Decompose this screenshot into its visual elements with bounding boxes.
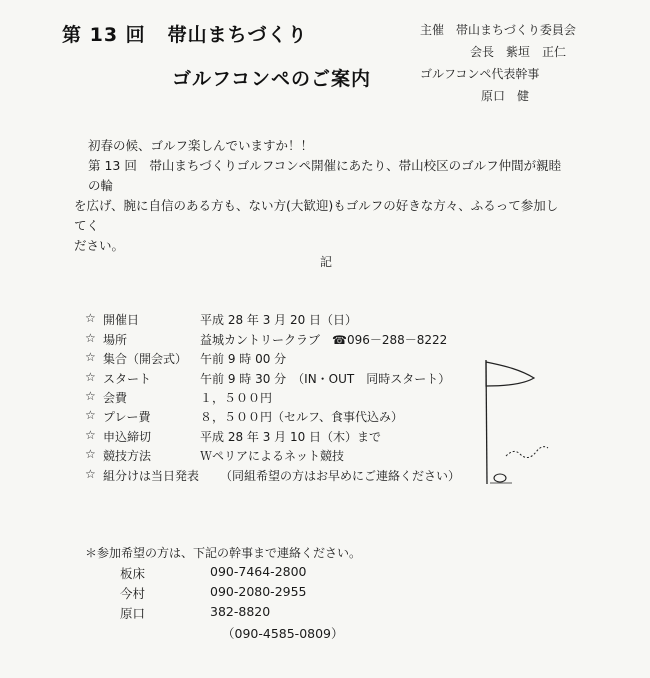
contact-name: 板床	[120, 566, 146, 581]
detail-label: 開催日	[103, 313, 140, 327]
detail-label: 申込締切	[103, 430, 152, 444]
intro-line: 初春の候、ゴルフ楽しんでいますか！！	[88, 138, 314, 153]
organizer-secretary-name: 原口 健	[481, 89, 530, 103]
organizer-host	[420, 21, 576, 38]
detail-value: １，５００円	[200, 391, 273, 405]
detail-label: 会費	[103, 391, 128, 405]
star-bullet: ☆	[85, 331, 96, 345]
detail-label: 場所	[103, 333, 128, 347]
detail-value: 平成 28 年 3 月 20 日（日）	[200, 313, 358, 327]
chair-name: 紫垣 正仁	[506, 45, 567, 59]
detail-value: 午前 9 時 30 分 （IN・OUT 同時スタート）	[200, 372, 451, 386]
intro-paragraph	[74, 136, 564, 256]
detail-label: 組分けは当日発表	[103, 469, 200, 483]
detail-label: 集合（開会式）	[103, 352, 188, 366]
detail-label: 競技方法	[103, 449, 152, 463]
page-subtitle: ゴルフコンペのご案内	[172, 68, 372, 90]
contact-phone: 090-7464-2800	[210, 564, 307, 579]
detail-value: 午前 9 時 00 分	[200, 352, 287, 366]
intro-line: を広げ、腕に自信のある方も、ない方(大歓迎)もゴルフの好きな方々、ふるって参加してく	[74, 198, 559, 233]
organizer-chair	[470, 43, 566, 60]
star-bullet: ☆	[85, 350, 96, 364]
host-name: 帯山まちづくり委員会	[456, 23, 576, 37]
title-name: 帯山まちづくり	[167, 24, 308, 46]
contact-note: ＊参加希望の方は、下記の幹事まで連絡ください。	[85, 546, 362, 560]
title-edition: 第 13 回	[62, 24, 146, 46]
contact-phone: 090-2080-2955	[210, 584, 307, 599]
detail-value: ８，５００円（セルフ、食事代込み）	[200, 410, 404, 424]
contact-alt-phone: （090-4585-0809）	[222, 626, 344, 641]
star-bullet: ☆	[85, 389, 96, 403]
star-bullet: ☆	[85, 408, 96, 422]
detail-value: 平成 28 年 3 月 10 日（木）まで	[200, 430, 382, 444]
detail-label: スタート	[103, 372, 152, 386]
contact-name: 今村	[120, 586, 146, 601]
star-bullet: ☆	[85, 428, 96, 442]
detail-value: Ｗペリアによるネット競技	[200, 449, 345, 463]
star-bullet: ☆	[85, 447, 96, 461]
detail-label: プレー費	[103, 410, 151, 424]
detail-value: （同組希望の方はお早めにご連絡ください）	[220, 469, 461, 483]
star-bullet: ☆	[85, 311, 96, 325]
page-title	[62, 20, 307, 47]
organizer-secretary-title: ゴルフコンペ代表幹事	[420, 67, 540, 81]
intro-line: ださい。	[74, 238, 125, 253]
ki-heading: 記	[320, 255, 333, 269]
detail-value: 益城カントリークラブ ☎096－288－8222	[200, 333, 448, 347]
golf-flag-and-ball-icon	[476, 356, 576, 491]
star-bullet: ☆	[85, 370, 96, 384]
contact-name: 原口	[120, 606, 146, 621]
host-label: 主催	[420, 23, 445, 37]
star-bullet: ☆	[85, 467, 96, 481]
chair-title: 会長	[470, 45, 495, 59]
intro-line: 第 13 回 帯山まちづくりゴルフコンペ開催にあたり、帯山校区のゴルフ仲間が親睦の輪	[88, 158, 562, 193]
contact-phone: 382-8820	[210, 604, 271, 619]
